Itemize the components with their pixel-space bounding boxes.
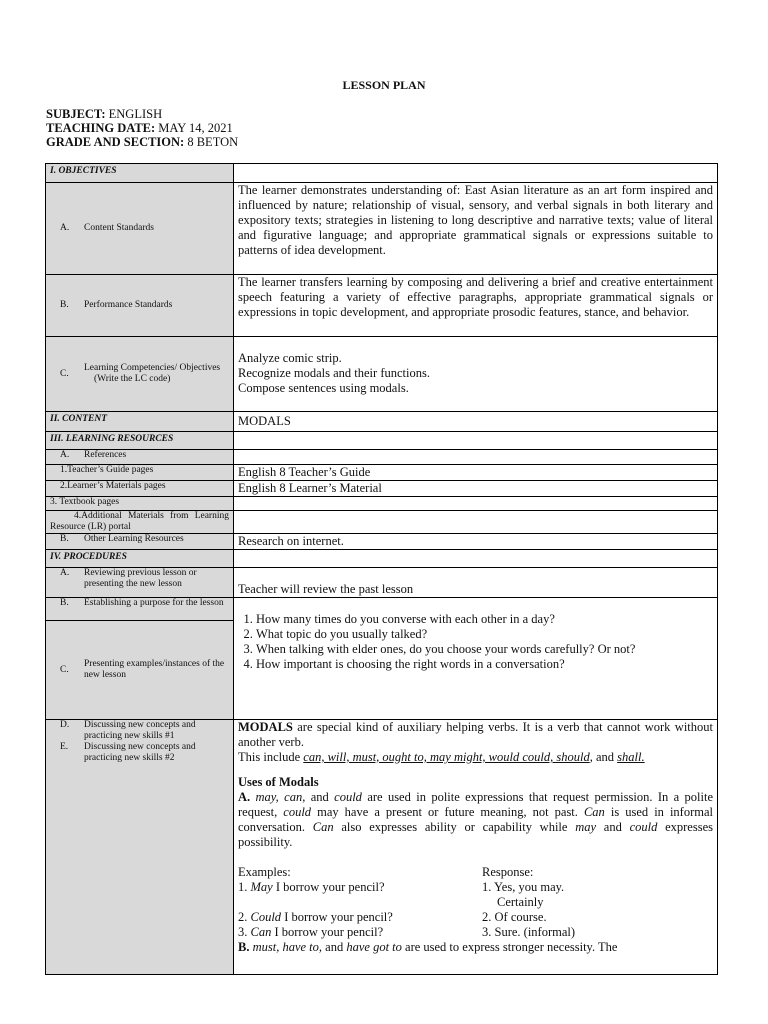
subject-value: ENGLISH	[108, 107, 163, 121]
learners-material-value: English 8 Learner’s Material	[234, 481, 718, 497]
learners-material-label: 2.Learner’s Materials pages	[46, 481, 234, 497]
performance-standards-text: The learner transfers learning by composing and delivering a brief and creative entertainment speech featuring a variety of effective paragraphs, appropriate grammatical signals or expressions in topic development, and appropriate prosodic features, stance, and behavior.	[234, 275, 718, 337]
resources-heading: III. LEARNING RESOURCES	[46, 432, 234, 450]
modals-discussion: MODALS are special kind of auxiliary helping verbs. It is a verb that cannot work without another verb. This include can, will, must, ought to, may might, would could, should, and shall. Uses of Modals A. may, can, and could are used in polite expressions that request permission. In a polite request, could may have a present or future meaning, not past. Can is used in informal conversation. Can also expresses ability or capability while may and could expresses possibility. Examples: Response: 1. May I borrow your pencil? 1. Yes, you may. Certainly 2. Could I borrow your pencil? 2. Of course. 3. Can I borrow your pencil? 3. Sure. (informal) B. must, have to, and have got to are used to express stronger necessity. The	[234, 720, 718, 975]
example-row: 3. Can I borrow your pencil? 3. Sure. (informal)	[238, 925, 576, 939]
grade-label: GRADE AND SECTION:	[46, 135, 185, 149]
rule-b: B. must, have to, and have got to are used to express stronger necessity. The	[238, 940, 618, 954]
procedure-bc-labels: B. Establishing a purpose for the lesson C. Presenting examples/instances of the new lesson	[46, 598, 234, 720]
content-standards-text: The learner demonstrates understanding of: East Asian literature as an art form inspired and influenced by nature; relationship of visual, sensory, and verbal signals in both literary and expository texts; strategies in listening to long descriptive and narrative texts; value of literal and figurative language; and appropriate grammatical signals or expressions suitable to patterns of idea development.	[234, 183, 718, 275]
date-label: TEACHING DATE:	[46, 121, 156, 135]
performance-standards-label-cell: B. Performance Standards	[46, 275, 234, 337]
examples-header: Examples: Response:	[238, 865, 534, 879]
procedures-heading: IV. PROCEDURES	[46, 550, 234, 568]
objectives-heading: I. OBJECTIVES	[46, 164, 234, 183]
lesson-plan-table	[45, 163, 718, 975]
date-line	[46, 121, 233, 135]
example-row: 1. May I borrow your pencil? 1. Yes, you may.	[238, 880, 565, 894]
modals-list: can, will, must, ought to, may might, would could, should	[303, 750, 590, 764]
procedure-a-label: A. Reviewing previous lesson or presenting the new lesson	[46, 568, 234, 598]
rule-a: A. may, can, and could are used in polite expressions that request permission. In a polite request, could may have a present or future meaning, not past. Can is used in informal conversation. Can also expresses ability or capability while may and could expresses possibility.	[238, 790, 713, 849]
subject-label: SUBJECT:	[46, 107, 106, 121]
content-standards-label-cell: A. Content Standards	[46, 183, 234, 275]
competency-item: Compose sentences using modals.	[238, 381, 409, 395]
list-item: 3. When talking with elder ones, do you choose your words carefully? Or not?	[256, 642, 713, 657]
example-row: 2. Could I borrow your pencil? 2. Of course.	[238, 910, 547, 924]
other-resources-label: B. Other Learning Resources	[46, 534, 234, 550]
list-item: 4. How important is choosing the right words in a conversation?	[256, 657, 713, 672]
content-value: MODALS	[234, 412, 718, 432]
example-row: Certainly	[497, 895, 544, 909]
procedure-a-value: Teacher will review the past lesson	[234, 568, 718, 598]
page-title: LESSON PLAN	[342, 78, 426, 92]
date-value: MAY 14, 2021	[158, 121, 233, 135]
teachers-guide-label: 1.Teacher’s Guide pages	[46, 465, 234, 481]
competencies-label-cell: C. Learning Competencies/ Objectives (Write the LC code)	[46, 337, 234, 412]
textbook-label: 3. Textbook pages	[46, 497, 234, 511]
grade-line	[46, 135, 238, 149]
teachers-guide-value: English 8 Teacher’s Guide	[234, 465, 718, 481]
modals-term: MODALS	[238, 720, 293, 734]
references-label: A. References	[46, 450, 234, 465]
competencies-list	[234, 337, 718, 412]
list-item: 1. How many times do you converse with each other in a day?	[256, 612, 713, 627]
other-resources-value: Research on internet.	[234, 534, 718, 550]
subject-line	[46, 107, 162, 121]
procedure-de-labels: D. Discussing new concepts and practicing new skills #1 E. Discussing new concepts and practicing new skills #2	[46, 720, 234, 975]
grade-value: 8 BETON	[187, 135, 239, 149]
lr-portal-label: 4.Additional Materials from Learning Resource (LR) portal	[46, 511, 234, 534]
competency-item: Analyze comic strip.	[238, 351, 342, 365]
objectives-heading-blank	[234, 164, 718, 183]
content-heading: II. CONTENT	[46, 412, 234, 432]
competency-item: Recognize modals and their functions.	[238, 366, 430, 380]
uses-heading: Uses of Modals	[238, 775, 319, 789]
warmup-questions	[234, 598, 718, 720]
list-item: 2. What topic do you usually talked?	[256, 627, 713, 642]
